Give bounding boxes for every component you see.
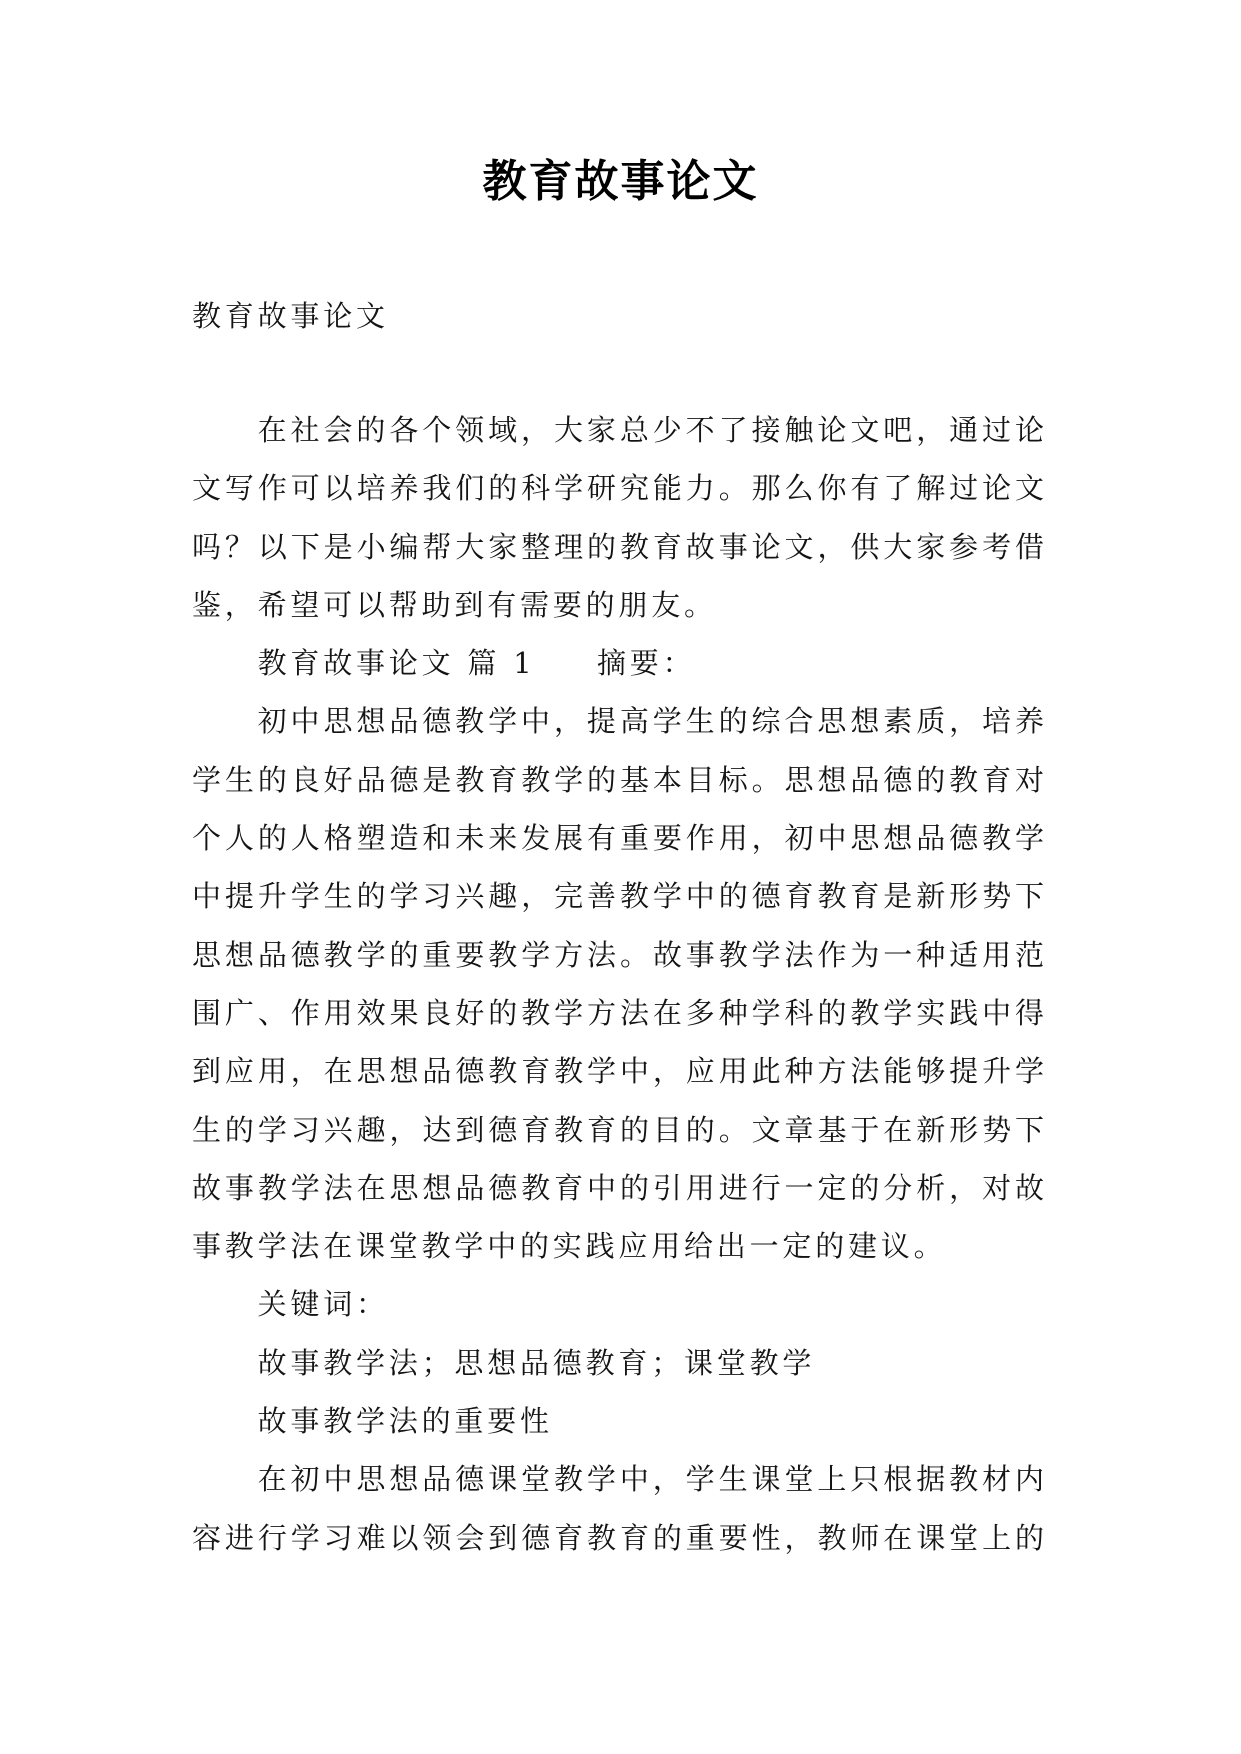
abstract-line: 故事教学法在思想品德教育中的引用进行一定的分析，对故 [192,1170,1046,1205]
abstract-line: 到应用，在思想品德教育教学中，应用此种方法能够提升学 [192,1054,1046,1089]
section-line: 容进行学习难以领会到德育教育的重要性，教师在课堂上的 [192,1520,1046,1555]
section-heading: 故事教学法的重要性 [257,1404,553,1439]
document-title: 教育故事论文 [482,156,759,207]
keywords-label: 关键词： [257,1287,389,1322]
abstract-line: 学生的良好品德是教育教学的基本目标。思想品德的教育对 [192,762,1046,797]
article-heading: 教育故事论文 篇 1 [257,646,536,681]
document-body [192,401,1046,1567]
abstract-label: 摘要： [597,646,696,681]
section-line: 在初中思想品德课堂教学中，学生课堂上只根据教材内 [257,1462,1046,1497]
article-heading-line [192,634,1046,692]
document-heading: 教育故事论文 [192,299,389,333]
intro-line: 吗？以下是小编帮大家整理的教育故事论文，供大家参考借 [192,529,1046,564]
abstract-line: 中提升学生的学习兴趣，完善教学中的德育教育是新形势下 [192,879,1046,914]
abstract-line: 生的学习兴趣，达到德育教育的目的。文章基于在新形势下 [192,1112,1046,1147]
intro-paragraph [192,401,1046,634]
abstract-line: 思想品德教学的重要教学方法。故事教学法作为一种适用范 [192,937,1046,972]
abstract-paragraph [192,692,1046,1275]
abstract-line: 围广、作用效果良好的教学方法在多种学科的教学实践中得 [192,995,1046,1030]
intro-line: 鉴，希望可以帮助到有需要的朋友。 [192,587,717,622]
intro-line: 文写作可以培养我们的科学研究能力。那么你有了解过论文 [192,471,1046,506]
abstract-line: 事教学法在课堂教学中的实践应用给出一定的建议。 [192,1229,947,1264]
section-paragraph [192,1450,1046,1567]
abstract-line: 初中思想品德教学中，提高学生的综合思想素质，培养 [257,704,1046,739]
keywords-list: 故事教学法；思想品德教育；课堂教学 [257,1345,816,1380]
abstract-line: 个人的人格塑造和未来发展有重要作用，初中思想品德教学 [192,821,1046,856]
intro-line: 在社会的各个领域，大家总少不了接触论文吧，通过论 [257,413,1046,447]
